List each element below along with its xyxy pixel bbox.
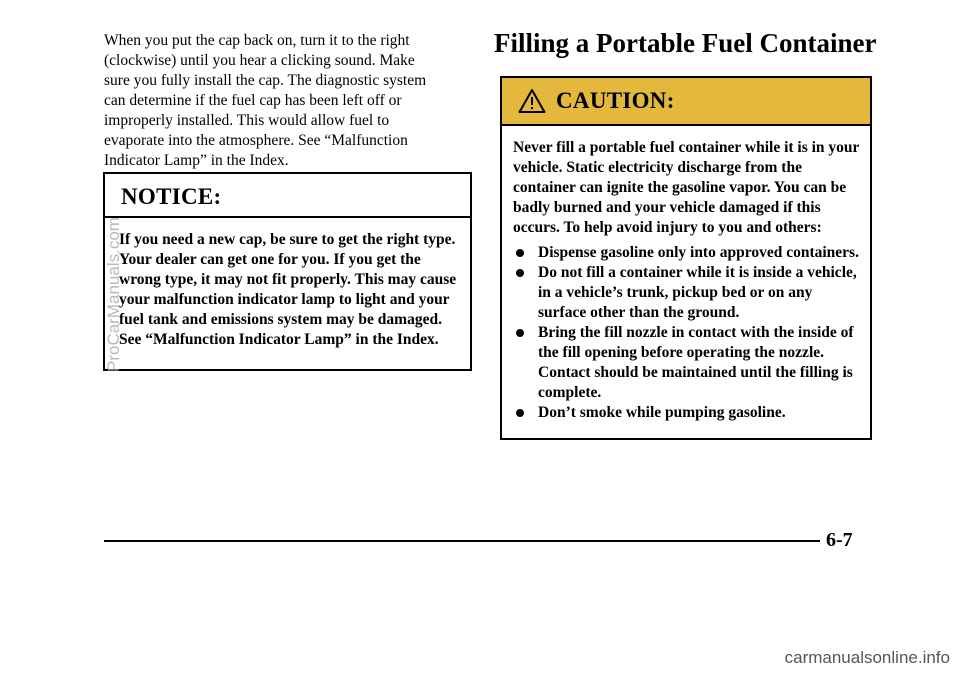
caution-bullet-text: Don’t smoke while pumping gasoline.: [538, 404, 786, 421]
bullet-dot-icon: [516, 329, 524, 337]
page-number: 6-7: [826, 529, 853, 551]
caution-bullet: [513, 243, 862, 263]
caution-intro: Never fill a portable fuel container while it is in your vehicle. Static electricity discharge from the container can ignite the gasoline vapor. You can be badly burned and your vehicle damaged if this occurs. To help avoid injury to you and others:: [513, 139, 860, 236]
bullet-dot-icon: [516, 269, 524, 277]
caution-header: [502, 78, 870, 126]
caution-body: [502, 126, 870, 423]
caution-bullet: [513, 263, 862, 323]
intro-paragraph: When you put the cap back on, turn it to the right (clockwise) until you hear a clicking sound. Make sure you fully install the cap. The diagnostic system can determine if the fuel cap has been left off or improperly installed. This would allow fuel to evaporate into the atmosphere. See “Malfunction Indicator Lamp” in the Index.: [104, 32, 427, 169]
caution-bullet-list: [513, 243, 862, 423]
section-title: Filling a Portable Fuel Container: [494, 28, 877, 58]
footer-watermark: carmanualsonline.info: [784, 648, 950, 667]
bullet-dot-icon: [516, 409, 524, 417]
notice-body: If you need a new cap, be sure to get the right type. Your dealer can get one for you. If you get the wrong type, it may not fit properly. This may cause your malfunction indicator lamp to light and your fuel tank and emissions system may be damaged. See “Malfunction Indicator Lamp” in the Index.: [119, 231, 457, 348]
caution-bullet: [513, 323, 862, 403]
caution-bullet-text: Dispense gasoline only into approved containers.: [538, 244, 859, 261]
caution-box: [500, 76, 872, 440]
caution-bullet-text: Do not fill a container while it is inside a vehicle, in a vehicle’s trunk, pickup bed or on any surface other than the ground.: [538, 264, 857, 321]
caution-bullet-text: Bring the fill nozzle in contact with the inside of the fill opening before operating the nozzle. Contact should be maintained until the filling is complete.: [538, 324, 854, 401]
warning-triangle-icon: [518, 88, 546, 114]
side-watermark: ProCarManuals.com: [104, 217, 123, 372]
notice-box: [103, 172, 472, 371]
notice-heading: NOTICE:: [105, 174, 470, 218]
caution-bullet: [513, 403, 862, 423]
bullet-dot-icon: [516, 249, 524, 257]
footer-rule: [104, 540, 820, 542]
caution-heading: CAUTION:: [556, 88, 675, 113]
